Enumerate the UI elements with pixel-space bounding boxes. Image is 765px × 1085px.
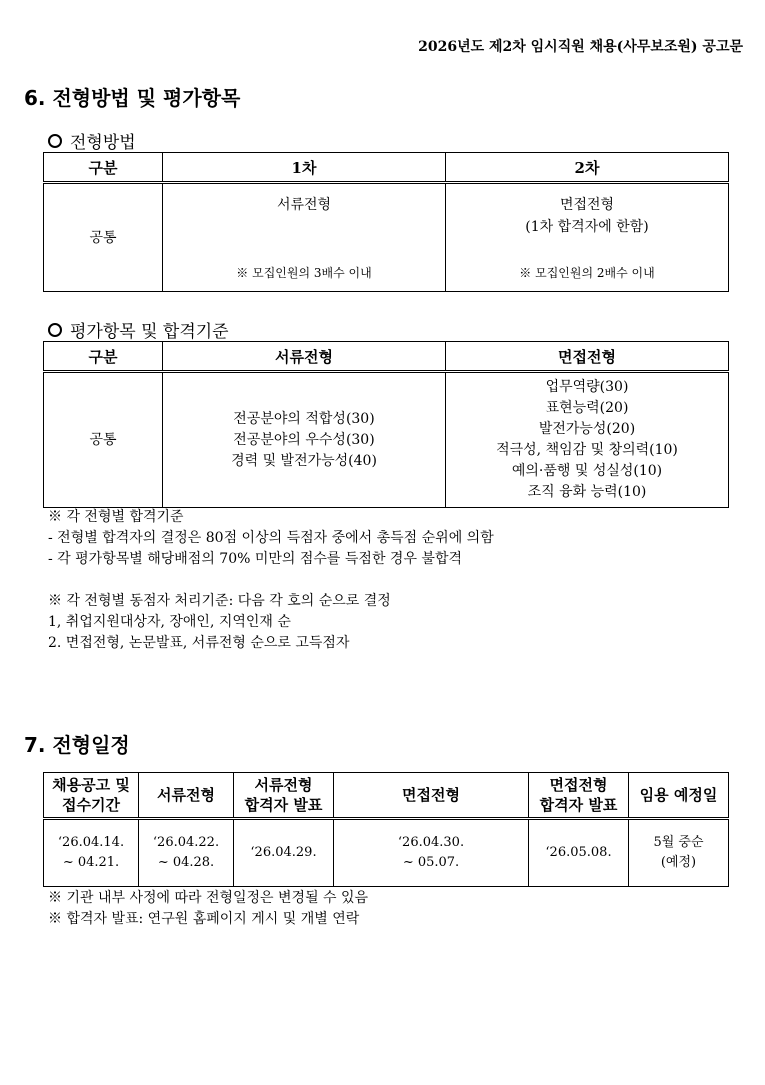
criteria-subtitle-text: 평가항목 및 합격기준 [70, 322, 229, 342]
criteria-row-label: 공통 [44, 372, 163, 508]
method-subtitle-text: 전형방법 [70, 133, 136, 153]
method-second-title: 면접전형 [559, 197, 615, 213]
criteria-subtitle [48, 317, 229, 342]
value-line: ‘26.04.22. [152, 835, 220, 850]
note-line: - 전형별 합격자의 결정은 80점 이상의 득점자 중에서 총득점 순위에 의함 [48, 530, 494, 546]
value-line: ‘26.05.08. [545, 845, 612, 860]
interview-item: 표현능력(20) [545, 400, 629, 416]
method-header-first: 1차 [163, 153, 446, 183]
interview-item: 예의·품행 및 성실성(10) [511, 463, 663, 479]
method-header-second: 2차 [446, 153, 729, 183]
note-line: ※ 합격자 발표: 연구원 홈페이지 게시 및 개별 연락 [48, 911, 360, 927]
criteria-header-document: 서류전형 [163, 342, 446, 372]
value-line: ~ 05.07. [402, 855, 460, 870]
header-line: 합격자 발표 [244, 796, 323, 814]
method-subtitle [48, 128, 136, 153]
note-line: 1, 취업지원대상자, 장애인, 지역인재 순 [48, 614, 291, 630]
circle-bullet-icon [48, 134, 62, 148]
header-line: 면접전형 [549, 776, 608, 794]
section-6-notes [48, 507, 494, 654]
note-spacer [48, 570, 494, 591]
interview-item: 적극성, 책임감 및 창의력(10) [496, 442, 678, 458]
header-line: 면접전형 [402, 786, 460, 804]
section-7-title: 7. 전형일정 [24, 733, 130, 757]
method-table [43, 152, 729, 292]
criteria-header-interview: 면접전형 [446, 342, 729, 372]
criteria-interview-cell [446, 372, 729, 508]
value-line: (예정) [660, 855, 697, 870]
section-7-notes [48, 888, 368, 930]
value-line: ~ 04.21. [62, 855, 120, 870]
section-6-title: 6. 전형방법 및 평가항목 [24, 86, 241, 110]
value-line: ~ 04.28. [157, 855, 215, 870]
document-item: 전공분야의 적합성(30) [233, 410, 375, 427]
value-line: 5월 중순 [653, 835, 704, 850]
criteria-document-cell [163, 372, 446, 508]
document-header: 2026년도 제2차 임시직원 채용(사무보조원) 공고문 [418, 39, 743, 55]
value-line: ‘26.04.29. [250, 845, 317, 860]
schedule-value-document [139, 819, 234, 887]
note-line: 2. 면접전형, 논문발표, 서류전형 순으로 고득점자 [48, 635, 350, 651]
criteria-header-category: 구분 [44, 342, 163, 372]
note-line: ※ 각 전형별 합격기준 [48, 509, 184, 525]
schedule-header-document-result [234, 773, 334, 819]
note-line: - 각 평가항목별 해당배점의 70% 미만의 점수를 득점한 경우 불합격 [48, 551, 462, 567]
criteria-table [43, 341, 729, 508]
schedule-value-interview [334, 819, 529, 887]
method-first-note: ※ 모집인원의 3배수 이내 [236, 266, 372, 280]
schedule-value-appointment [629, 819, 729, 887]
circle-bullet-icon [48, 323, 62, 337]
schedule-value-interview-result [529, 819, 629, 887]
schedule-header-document [139, 773, 234, 819]
header-line: 채용공고 및 [52, 776, 130, 794]
schedule-header-announcement [44, 773, 139, 819]
schedule-header-appointment [629, 773, 729, 819]
value-line: ‘26.04.14. [57, 835, 125, 850]
method-header-category: 구분 [44, 153, 163, 183]
header-line: 접수기간 [62, 796, 120, 814]
note-line: ※ 기관 내부 사정에 따라 전형일정은 변경될 수 있음 [48, 890, 369, 906]
header-line: 임용 예정일 [639, 786, 718, 804]
schedule-value-announcement [44, 819, 139, 887]
method-second-note: ※ 모집인원의 2배수 이내 [519, 266, 655, 280]
schedule-table [43, 772, 729, 887]
schedule-header-interview [334, 773, 529, 819]
document-item: 전공분야의 우수성(30) [233, 431, 375, 448]
schedule-header-interview-result [529, 773, 629, 819]
note-line: ※ 각 전형별 동점자 처리기준: 다음 각 호의 순으로 결정 [48, 593, 391, 609]
method-second-cell [446, 183, 729, 292]
interview-item: 발전가능성(20) [538, 421, 636, 437]
method-first-cell [163, 183, 446, 292]
method-row-label: 공통 [44, 183, 163, 292]
header-line: 합격자 발표 [539, 796, 618, 814]
header-line: 서류전형 [254, 776, 313, 794]
method-second-sub: (1차 합격자에 한함) [525, 219, 649, 235]
interview-item: 조직 융화 능력(10) [527, 484, 647, 500]
document-item: 경력 및 발전가능성(40) [231, 452, 377, 469]
interview-item: 업무역량(30) [545, 379, 629, 395]
method-first-title: 서류전형 [276, 197, 332, 213]
header-line: 서류전형 [157, 786, 215, 804]
schedule-value-document-result [234, 819, 334, 887]
value-line: ‘26.04.30. [397, 835, 465, 850]
